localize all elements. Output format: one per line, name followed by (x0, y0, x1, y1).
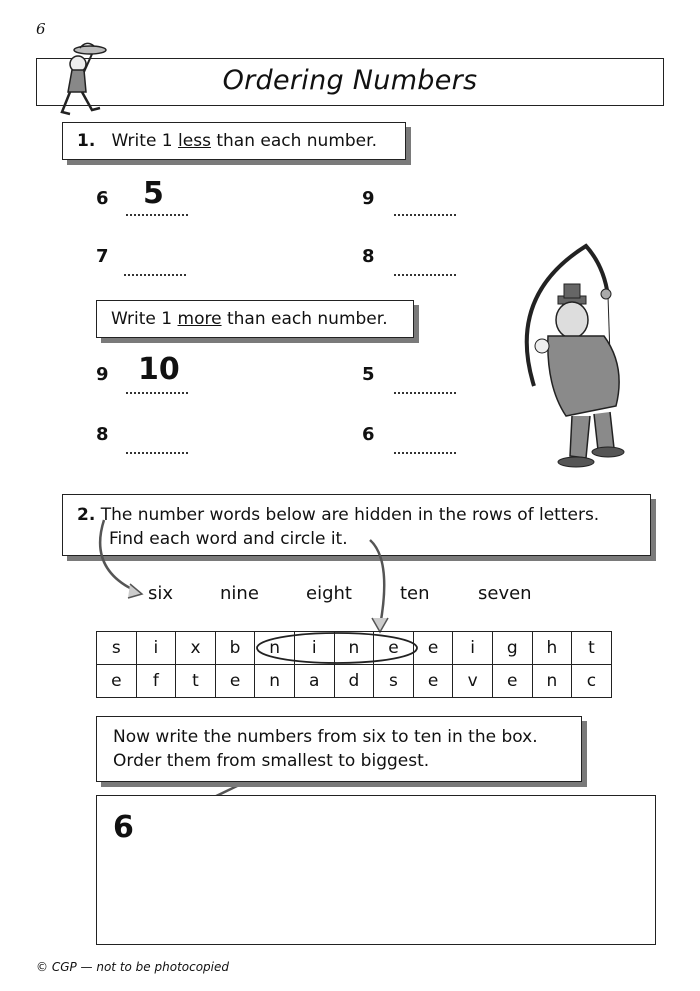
page-number: 6 (36, 20, 46, 38)
letter-cell[interactable]: f (136, 665, 176, 698)
letter-cell[interactable]: i (294, 632, 334, 665)
q1-instruction-pre: Write 1 (111, 131, 179, 151)
more-given-4: 6 (362, 424, 375, 445)
order-line1: Now write the numbers from six to ten in the box. (113, 727, 538, 747)
letter-cell[interactable]: i (453, 632, 493, 665)
letter-cell[interactable]: t (572, 632, 612, 665)
q1-instruction-key: less (178, 131, 211, 151)
number-word-eight: eight (306, 583, 352, 604)
letter-cell[interactable]: h (532, 632, 572, 665)
letter-cell[interactable]: a (294, 665, 334, 698)
letter-cell[interactable]: e (413, 665, 453, 698)
letter-cell[interactable]: d (334, 665, 374, 698)
order-instruction-box (96, 716, 582, 782)
q1-answer-1: 5 (143, 176, 164, 211)
q2-number: 2. (77, 505, 96, 525)
letter-cell[interactable]: e (97, 665, 137, 698)
order-line2: Order them from smallest to biggest. (113, 751, 430, 771)
letter-cell[interactable]: n (255, 632, 295, 665)
number-word-seven: seven (478, 583, 532, 604)
more-given-3: 8 (96, 424, 109, 445)
q1-number: 1. (77, 131, 96, 151)
letter-cell[interactable]: v (453, 665, 493, 698)
letter-cell[interactable]: n (255, 665, 295, 698)
letter-cell[interactable]: e (413, 632, 453, 665)
letter-cell[interactable]: i (136, 632, 176, 665)
page-title: Ordering Numbers (222, 65, 478, 96)
ordering-answer-first: 6 (113, 810, 134, 845)
q1-given-1: 6 (96, 188, 109, 209)
letter-cell[interactable]: c (572, 665, 612, 698)
letter-cell[interactable]: n (334, 632, 374, 665)
q2-line1: The number words below are hidden in the rows of letters. (100, 505, 600, 525)
letter-cell[interactable]: s (97, 632, 137, 665)
more-instruction-pre: Write 1 (111, 309, 178, 329)
q1-given-2: 9 (362, 188, 375, 209)
footer-copyright: © CGP — not to be photocopied (36, 960, 230, 974)
letter-row-2 (97, 665, 612, 698)
letter-cell[interactable]: b (215, 632, 255, 665)
more-answer-1: 10 (138, 352, 180, 387)
q1-given-3: 7 (96, 246, 109, 267)
more-instruction-key: more (177, 309, 222, 329)
letter-cell[interactable]: g (492, 632, 532, 665)
q2-line2: Find each word and circle it. (109, 529, 348, 549)
more-given-1: 9 (96, 364, 109, 385)
letter-cell[interactable]: e (492, 665, 532, 698)
number-word-nine: nine (220, 583, 259, 604)
number-word-six: six (148, 583, 174, 604)
letter-cell[interactable]: x (176, 632, 216, 665)
letter-cell[interactable]: e (374, 632, 414, 665)
circled-word-nine (252, 628, 422, 668)
letter-cell[interactable]: s (374, 665, 414, 698)
letter-cell[interactable]: n (532, 665, 572, 698)
more-given-2: 5 (362, 364, 375, 385)
letter-cell[interactable]: t (176, 665, 216, 698)
q1-given-4: 8 (362, 246, 375, 267)
letter-cell[interactable]: e (215, 665, 255, 698)
q1-instruction-post: than each number. (210, 131, 377, 151)
number-word-ten: ten (400, 583, 430, 604)
more-instruction-post: than each number. (221, 309, 388, 329)
ordering-answer-box[interactable] (96, 795, 656, 945)
